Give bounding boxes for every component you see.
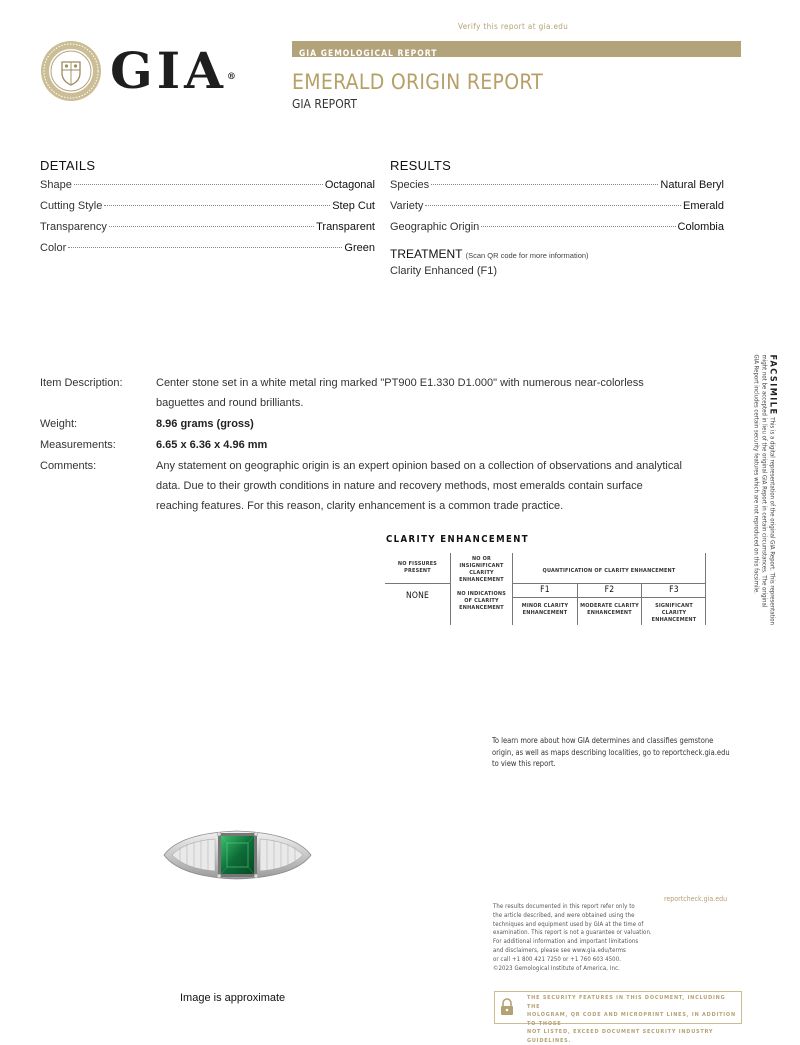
detail-label: Shape	[40, 179, 72, 191]
image-caption: Image is approximate	[180, 992, 286, 1004]
grade-desc: MODERATE CLARITY ENHANCEMENT	[580, 603, 639, 616]
emerald-ring-image	[160, 825, 315, 883]
treatment-value: Clarity Enhanced (F1)	[390, 265, 497, 277]
logo-text: GIA	[110, 41, 227, 100]
measurements-value: 6.65 x 6.36 x 4.96 mm	[156, 439, 268, 451]
detail-label: Transparency	[40, 221, 107, 233]
report-title: EMERALD ORIGIN REPORT	[292, 70, 544, 94]
measurements-label: Measurements:	[40, 439, 116, 451]
details-section	[40, 158, 375, 263]
report-subtitle: GIA REPORT	[292, 97, 357, 111]
result-row-species	[390, 179, 724, 200]
result-value: Natural Beryl	[660, 179, 724, 191]
report-type-bar	[292, 41, 741, 57]
result-row-variety	[390, 200, 724, 221]
item-description-line: Center stone set in a white metal ring marked "PT900 E1.330 D1.000" with numerous near-colorless	[156, 377, 644, 389]
results-heading: RESULTS	[390, 158, 452, 173]
detail-row-transparency	[40, 221, 375, 242]
comments-value	[156, 456, 726, 516]
result-label: Variety	[390, 200, 424, 212]
report-type-label: GIA GEMOLOGICAL REPORT	[299, 49, 438, 59]
result-row-geographic-origin	[390, 221, 724, 242]
treatment-heading	[390, 247, 724, 261]
weight-value: 8.96 grams (gross)	[156, 418, 254, 430]
grade-desc: MINOR CLARITY ENHANCEMENT	[521, 603, 569, 616]
facsimile-note	[752, 355, 777, 655]
grade-code: F1	[540, 585, 550, 595]
grade-code: F2	[604, 585, 615, 595]
detail-label: Color	[40, 242, 67, 254]
learn-more-text: To learn more about how GIA determines and classifies gemstone origin, as well as maps describing localities, go to reportcheck.gia.edu to view this report.	[492, 736, 730, 768]
registered-mark: ®	[226, 72, 236, 82]
weight-label: Weight:	[40, 418, 78, 430]
comments-line: data. Due to their growth conditions in nature and recovery methods, most emeralds contain surface	[156, 480, 643, 492]
grade-desc: SIGNIFICANT CLARITY ENHANCEMENT	[651, 603, 697, 623]
col1-header: NO FISSURES PRESENT	[397, 561, 438, 574]
security-text: THE SECURITY FEATURES IN THIS DOCUMENT, INCLUDING THE HOLOGRAM, QR CODE AND MICROPRINT LINES, IN ADDITION TO THOSE NOT LISTED, EXCEED DOCUMENT SECURITY INDUSTRY GUIDELINES.	[527, 995, 736, 1044]
results-section	[390, 158, 724, 277]
comments-label: Comments:	[40, 460, 97, 472]
verify-link[interactable]: Verify this report at gia.edu	[458, 22, 569, 31]
clarity-title: CLARITY ENHANCEMENT	[386, 534, 530, 545]
result-value: Colombia	[677, 221, 724, 233]
detail-value: Step Cut	[332, 200, 375, 212]
result-value: Emerald	[683, 200, 724, 212]
facsimile-line: might not be accepted in lieu of the original GIA Report in certain circumstances. The original	[760, 354, 768, 608]
detail-row-color	[40, 242, 375, 263]
detail-value: Octagonal	[324, 179, 375, 191]
result-label: Geographic Origin	[390, 221, 480, 233]
item-description-label: Item Description:	[40, 377, 123, 389]
detail-label: Cutting Style	[40, 200, 103, 212]
lock-icon	[499, 998, 515, 1016]
details-heading: DETAILS	[40, 158, 96, 173]
disclaimer-text: The results documented in this report refer only to the article described, and were obtained using the techniques and equipment used by GIA at the time of examination. This report is not a guarantee or valuation. For additional information and important limitations and disclaimers, please see www.gia.edu/terms or call +1 800 421 7250 or +1 760 603 4500. ©2023 Gemological Institute of America, Inc.	[493, 903, 652, 972]
detail-value: Green	[344, 242, 375, 254]
facsimile-title: FACSIMILE	[767, 354, 778, 416]
gia-logo	[110, 42, 236, 100]
detail-row-cutting-style	[40, 200, 375, 221]
quantification-header: QUANTIFICATION OF CLARITY ENHANCEMENT	[542, 568, 676, 574]
grade-code: F3	[669, 585, 679, 595]
detail-row-shape	[40, 179, 375, 200]
clarity-table	[385, 553, 707, 625]
facsimile-line: GIA Report includes certain security features which are not reproduced on this facsimile.	[752, 354, 760, 594]
item-description-value	[156, 373, 726, 413]
col2-header: NO OR INSIGNIFICANT CLARITY ENHANCEMENT	[459, 556, 504, 583]
reportcheck-link[interactable]: reportcheck.gia.edu	[664, 895, 728, 903]
detail-value: Transparent	[316, 221, 375, 233]
item-description-line: baguettes and round brilliants.	[156, 397, 304, 409]
comments-line: reaching features. For this reason, clarity enhancement is a common trade practice.	[156, 500, 564, 512]
col2-value: NO INDICATIONS OF CLARITY ENHANCEMENT	[457, 591, 506, 611]
security-notice	[494, 991, 742, 1044]
comments-line: Any statement on geographic origin is an expert opinion based on a collection of observations and analytical	[156, 460, 682, 472]
facsimile-line: This is a digital representation of the original GIA Report. This representation	[768, 417, 776, 625]
result-label: Species	[390, 179, 430, 191]
treatment-note: (Scan QR code for more information)	[465, 251, 589, 260]
gia-seal-icon	[40, 40, 102, 102]
treatment-title: TREATMENT	[390, 247, 463, 261]
col1-value: NONE	[405, 591, 430, 601]
